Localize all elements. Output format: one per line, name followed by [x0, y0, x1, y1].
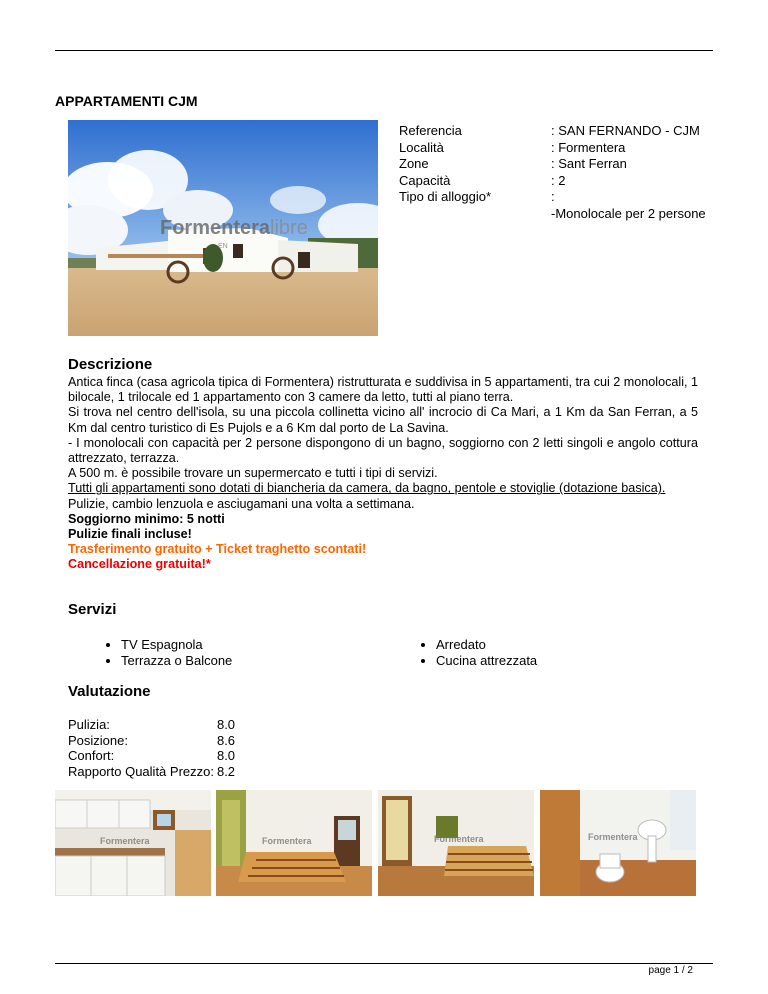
minimum-stay: Soggiorno minimo: 5 notti [68, 511, 225, 526]
page-number: page 1 / 2 [648, 965, 693, 976]
descrizione-paragraph: Pulizie, cambio lenzuola e asciugamani una volta a settimana. [68, 496, 415, 511]
details-value: : Formentera [551, 139, 626, 155]
page-title: APPARTAMENTI CJM [55, 93, 198, 109]
servizi-list-right [418, 637, 537, 669]
details-value: : [551, 189, 555, 204]
free-cancellation: Cancellazione gratuita!* [68, 557, 211, 572]
valutazione-row [68, 748, 235, 764]
watermark-brand: Formentera [160, 217, 271, 239]
thumb-watermark: Formentera [100, 836, 150, 846]
servizi-item: • Terrazza o Balcone [121, 653, 232, 669]
valutazione-label: Rapporto Qualità Prezzo: [68, 763, 214, 779]
valutazione-row [68, 764, 235, 780]
servizi-item: • Cucina attrezzata [436, 653, 537, 669]
thumb-watermark: Formentera [434, 834, 484, 844]
descrizione-paragraph: Si trova nel centro dell'isola, su una piccola collinetta vicino all' incrocio di Ca Mari, a 1 Km da San Ferran, a 5 Km dal centro turistico di Es Pujols e a 6 Km dal porto de La Savina. [68, 405, 698, 435]
valutazione-label: Pulizia: [68, 717, 110, 732]
valutazione-label: Confort: [68, 748, 115, 763]
details-value: : Sant Ferran [551, 156, 627, 171]
final-cleaning-note: Pulizie finali incluse! [68, 527, 192, 542]
photo-kitchen [55, 790, 211, 896]
details-value: : 2 [551, 172, 566, 188]
details-label: Località [399, 139, 444, 155]
servizi-item: • Arredato [436, 637, 537, 653]
valutazione-row [68, 717, 235, 733]
servizi-heading: Servizi [68, 601, 117, 618]
descrizione-paragraph: - I monolocali con capacità per 2 persone dispongono di un bagno, soggiorno con 2 letti singoli e angolo cottura attrezzato, terrazza. [68, 435, 698, 466]
valutazione-row [68, 733, 235, 749]
details-label: Zone [399, 156, 429, 171]
transfer-offer: Trasferimento gratuito + Ticket traghetto scontati! [68, 542, 367, 557]
details-row [399, 206, 719, 223]
valutazione-heading: Valutazione [68, 683, 151, 700]
thumb-watermark: Formentera [588, 832, 638, 842]
photo-bathroom [540, 790, 696, 896]
watermark-sub: EN [218, 243, 228, 250]
photo-bedroom [216, 790, 372, 896]
details-table [399, 123, 719, 222]
details-label: Tipo di alloggio* [399, 189, 492, 204]
valutazione-score: 8.6 [216, 732, 236, 748]
details-label [399, 206, 551, 223]
valutazione-score: 8.2 [216, 763, 236, 779]
details-row [399, 189, 719, 206]
descrizione-paragraph: Antica finca (casa agricola tipica di Formentera) ristrutturata e suddivisa in 5 appartamenti, tra cui 2 monolocali, 1 bilocale, 1 trilocale ed 1 appartamento con 3 camere da letto, tutti al piano terra. [68, 375, 698, 405]
details-value: : SAN FERNANDO - CJM [551, 123, 700, 138]
details-row [399, 173, 719, 190]
top-rule [55, 50, 713, 51]
details-label: Referencia [399, 123, 462, 138]
details-label: Capacità [399, 172, 451, 188]
valutazione-score: 8.0 [216, 748, 236, 763]
thumb-watermark: Formentera [262, 836, 312, 846]
valutazione-table [68, 717, 235, 779]
valutazione-score: 8.0 [216, 717, 236, 732]
bottom-rule [55, 963, 713, 964]
servizi-item: • TV Espagnola [121, 637, 232, 653]
details-row [399, 156, 719, 173]
descrizione-paragraph: A 500 m. è possibile trovare un supermercato e tutti i tipi di servizi. [68, 466, 438, 481]
photo-bedroom-2 [378, 790, 534, 896]
descrizione-underlined-paragraph: Tutti gli appartamenti sono dotati di biancheria da camera, da bagno, pentole e stoviglie (dotazione basica). [68, 481, 666, 496]
photo-gallery [55, 790, 705, 898]
details-row [399, 140, 719, 157]
details-value: -Monolocale per 2 persone [551, 205, 706, 221]
main-photo [68, 120, 378, 336]
valutazione-label: Posizione: [68, 732, 128, 748]
descrizione-heading: Descrizione [68, 356, 153, 373]
watermark-brand-suffix: libre [270, 217, 308, 239]
servizi-list-left [103, 637, 232, 669]
descrizione-body [68, 375, 698, 573]
details-row [399, 123, 719, 140]
